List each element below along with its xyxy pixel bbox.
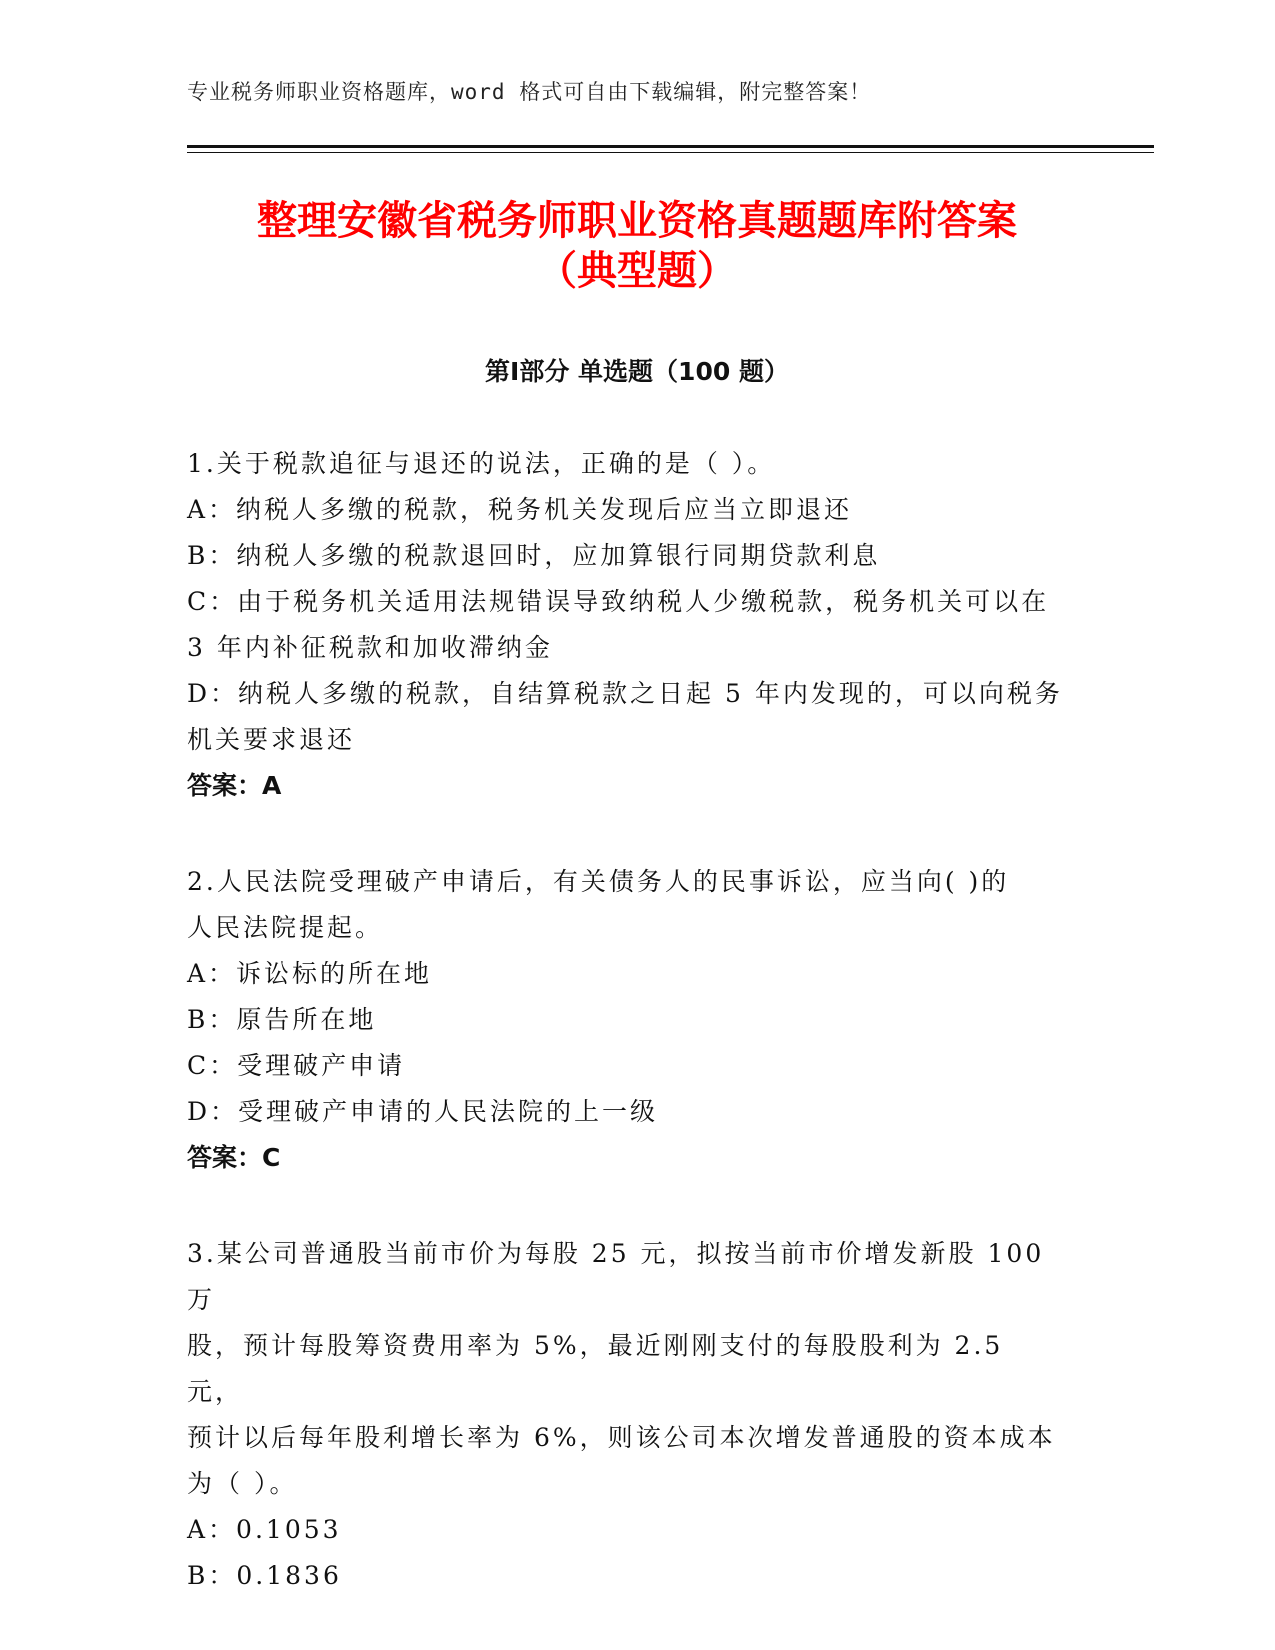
answer: 答案：A bbox=[187, 771, 282, 800]
question-stem: 2.人民法院受理破产申请后，有关债务人的民事诉讼，应当向( )的 bbox=[187, 867, 1010, 896]
title-line-1: 整理安徽省税务师职业资格真题题库附答案 bbox=[257, 198, 1017, 244]
option-c-continued: 3 年内补征税款和加收滞纳金 bbox=[187, 633, 553, 662]
option-b: B：原告所在地 bbox=[187, 1005, 377, 1034]
option-a: A：纳税人多缴的税款，税务机关发现后应当立即退还 bbox=[187, 495, 853, 524]
option-b: B：0.1836 bbox=[187, 1561, 342, 1590]
question-1 bbox=[187, 441, 1067, 809]
question-stem: 1.关于税款追征与退还的说法，正确的是（ ）。 bbox=[187, 449, 776, 478]
option-c: C：由于税务机关适用法规错误导致纳税人少缴税款，税务机关可以在 bbox=[187, 587, 1050, 616]
option-d: D：受理破产申请的人民法院的上一级 bbox=[187, 1097, 659, 1126]
question-stem-continued: 人民法院提起。 bbox=[187, 913, 384, 942]
option-d-continued: 机关要求退还 bbox=[187, 725, 356, 754]
option-a: A：0.1053 bbox=[187, 1515, 342, 1544]
option-b: B：纳税人多缴的税款退回时，应加算银行同期贷款利息 bbox=[187, 541, 881, 570]
option-c: C：受理破产申请 bbox=[187, 1051, 406, 1080]
question-2 bbox=[187, 859, 1067, 1181]
document-title bbox=[187, 196, 1087, 296]
question-stem-continued: 股，预计每股筹资费用率为 5%，最近刚刚支付的每股股利为 2.5 元， bbox=[187, 1331, 1004, 1406]
option-a: A：诉讼标的所在地 bbox=[187, 959, 433, 988]
title-line-2: （典型题） bbox=[537, 248, 737, 294]
header-rule-thin bbox=[187, 152, 1154, 153]
header-note: 专业税务师职业资格题库，word 格式可自由下载编辑，附完整答案！ bbox=[187, 80, 872, 104]
question-stem-continued: 为（ ）。 bbox=[187, 1469, 298, 1498]
question-stem-continued: 预计以后每年股利增长率为 6%，则该公司本次增发普通股的资本成本 bbox=[187, 1423, 1056, 1452]
section-title: 第Ⅰ部分 单选题（100 题） bbox=[485, 357, 789, 386]
header-rule-thick bbox=[187, 145, 1154, 148]
question-stem: 3.某公司普通股当前市价为每股 25 元，拟按当前市价增发新股 100 万 bbox=[187, 1239, 1045, 1314]
question-list bbox=[187, 441, 1067, 1649]
question-3 bbox=[187, 1231, 1067, 1599]
answer: 答案：C bbox=[187, 1143, 281, 1172]
option-d: D：纳税人多缴的税款，自结算税款之日起 5 年内发现的，可以向税务 bbox=[187, 679, 1063, 708]
